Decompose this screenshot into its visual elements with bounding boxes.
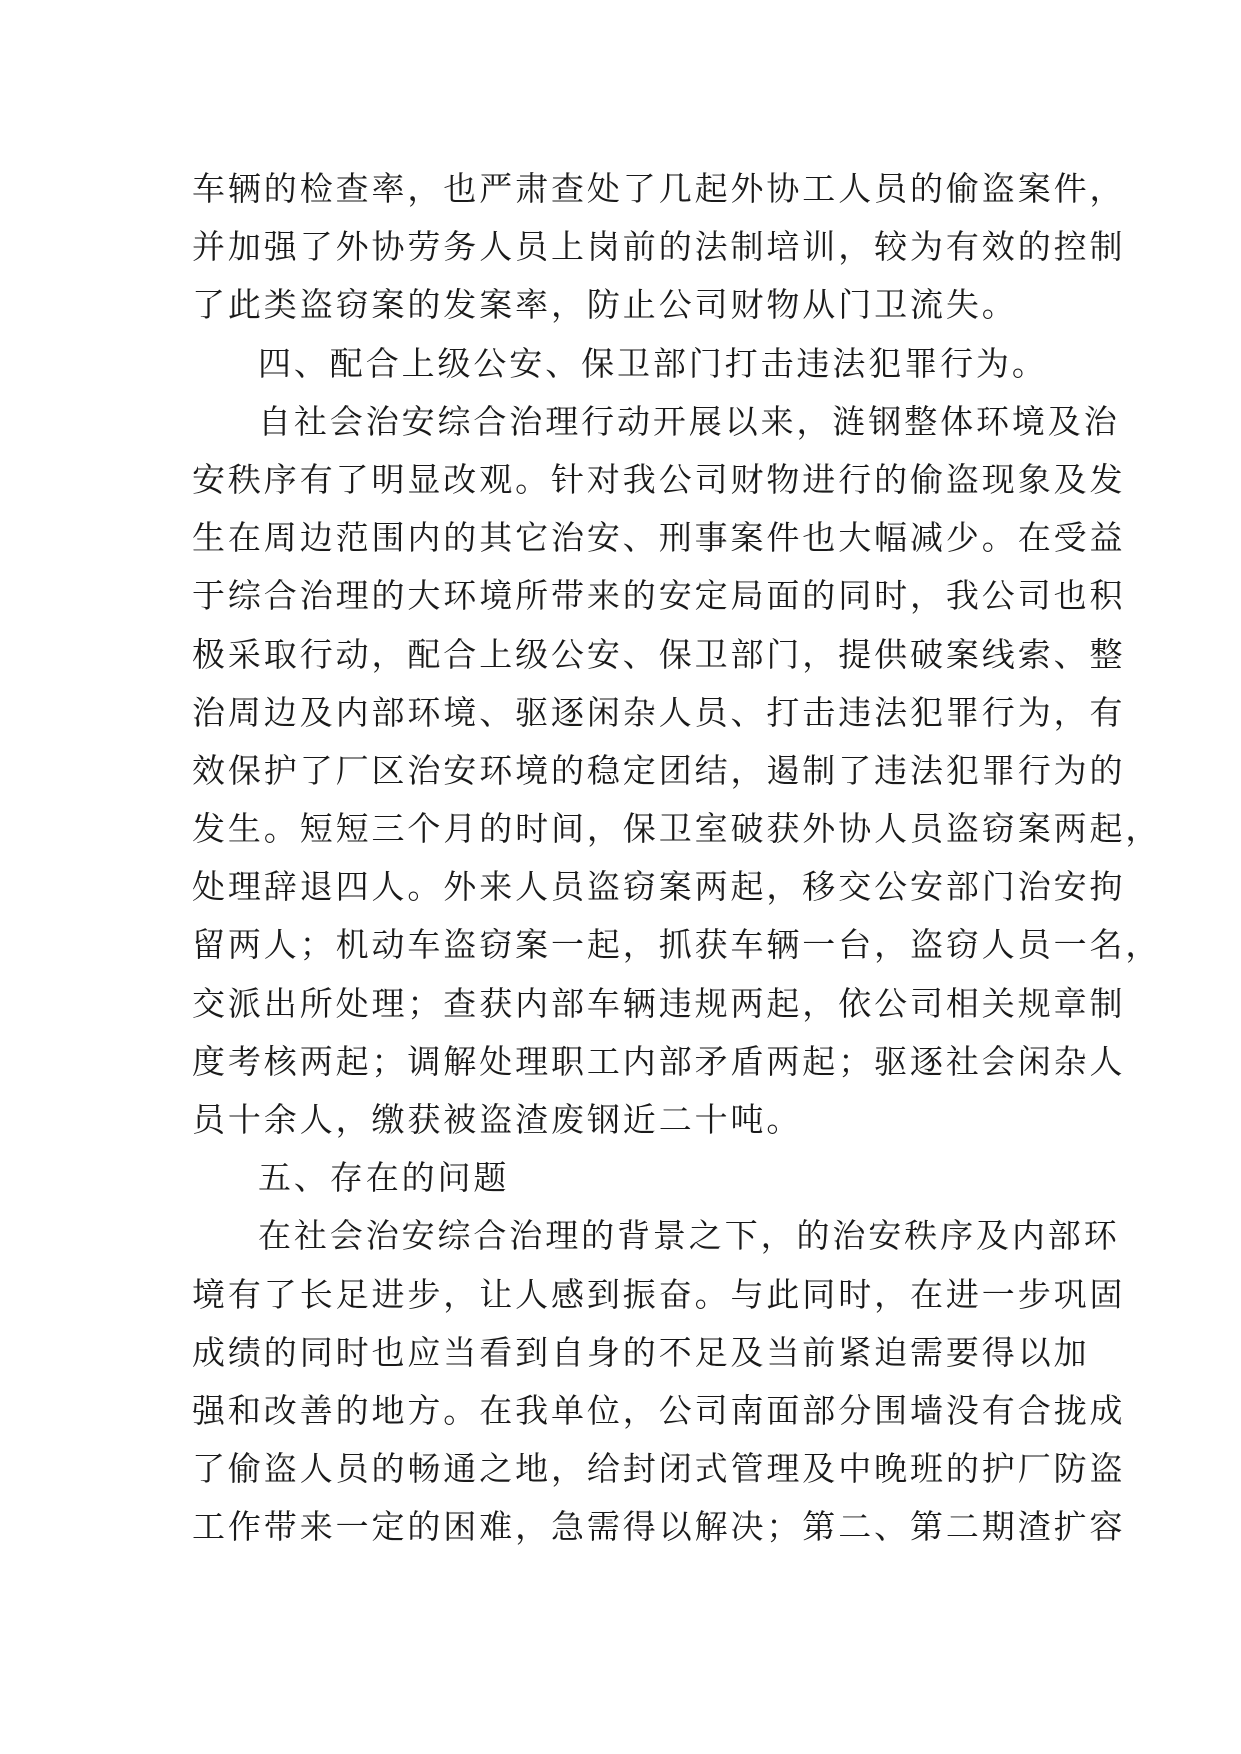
text-line: 留两人；机动车盗窃案一起，抓获车辆一台，盗窃人员一名， xyxy=(192,925,1162,965)
text-line: 治周边及内部环境、驱逐闲杂人员、打击违法犯罪行为，有 xyxy=(192,692,1126,732)
text-line: 强和改善的地方。在我单位，公司南面部分围墙没有合拢成 xyxy=(192,1390,1126,1430)
text-line: 了偷盗人员的畅通之地，给封闭式管理及中晚班的护厂防盗 xyxy=(192,1449,1126,1489)
text-line: 自社会治安综合治理行动开展以来，涟钢整体环境及治 xyxy=(258,401,1120,441)
text-line: 境有了长足进步，让人感到振奋。与此同时，在进一步巩固 xyxy=(192,1274,1126,1314)
text-line: 极采取行动，配合上级公安、保卫部门，提供破案线索、整 xyxy=(192,634,1126,674)
section-heading-four: 四、配合上级公安、保卫部门打击违法犯罪行为。 xyxy=(258,343,1048,383)
text-line: 度考核两起；调解处理职工内部矛盾两起；驱逐社会闲杂人 xyxy=(192,1041,1126,1081)
text-line: 工作带来一定的困难，急需得以解决；第二、第二期渣扩容 xyxy=(192,1507,1126,1547)
text-line: 发生。短短三个月的时间，保卫室破获外协人员盗窃案两起， xyxy=(192,809,1162,849)
text-line: 于综合治理的大环境所带来的安定局面的同时，我公司也积 xyxy=(192,576,1126,616)
section-heading-five: 五、存在的问题 xyxy=(258,1158,510,1198)
text-line: 在社会治安综合治理的背景之下，的治安秩序及内部环 xyxy=(258,1216,1120,1256)
text-line: 交派出所处理；查获内部车辆违规两起，依公司相关规章制 xyxy=(192,983,1126,1023)
text-line: 成绩的同时也应当看到自身的不足及当前紧迫需要得以加 xyxy=(192,1332,1090,1372)
text-line: 了此类盗窃案的发案率，防止公司财物从门卫流失。 xyxy=(192,285,1018,325)
document-body xyxy=(192,160,1162,1557)
text-line: 效保护了厂区治安环境的稳定团结，遏制了违法犯罪行为的 xyxy=(192,750,1126,790)
text-line: 并加强了外协劳务人员上岗前的法制培训，较为有效的控制 xyxy=(192,227,1126,267)
text-line: 车辆的检查率，也严肃查处了几起外协工人员的偷盗案件， xyxy=(192,169,1126,208)
text-line: 安秩序有了明显改观。针对我公司财物进行的偷盗现象及发 xyxy=(192,459,1126,499)
text-line: 生在周边范围内的其它治安、刑事案件也大幅减少。在受益 xyxy=(192,518,1126,558)
text-line: 处理辞退四人。外来人员盗窃案两起，移交公安部门治安拘 xyxy=(192,867,1126,907)
text-line: 员十余人，缴获被盗渣废钢近二十吨。 xyxy=(192,1100,803,1139)
